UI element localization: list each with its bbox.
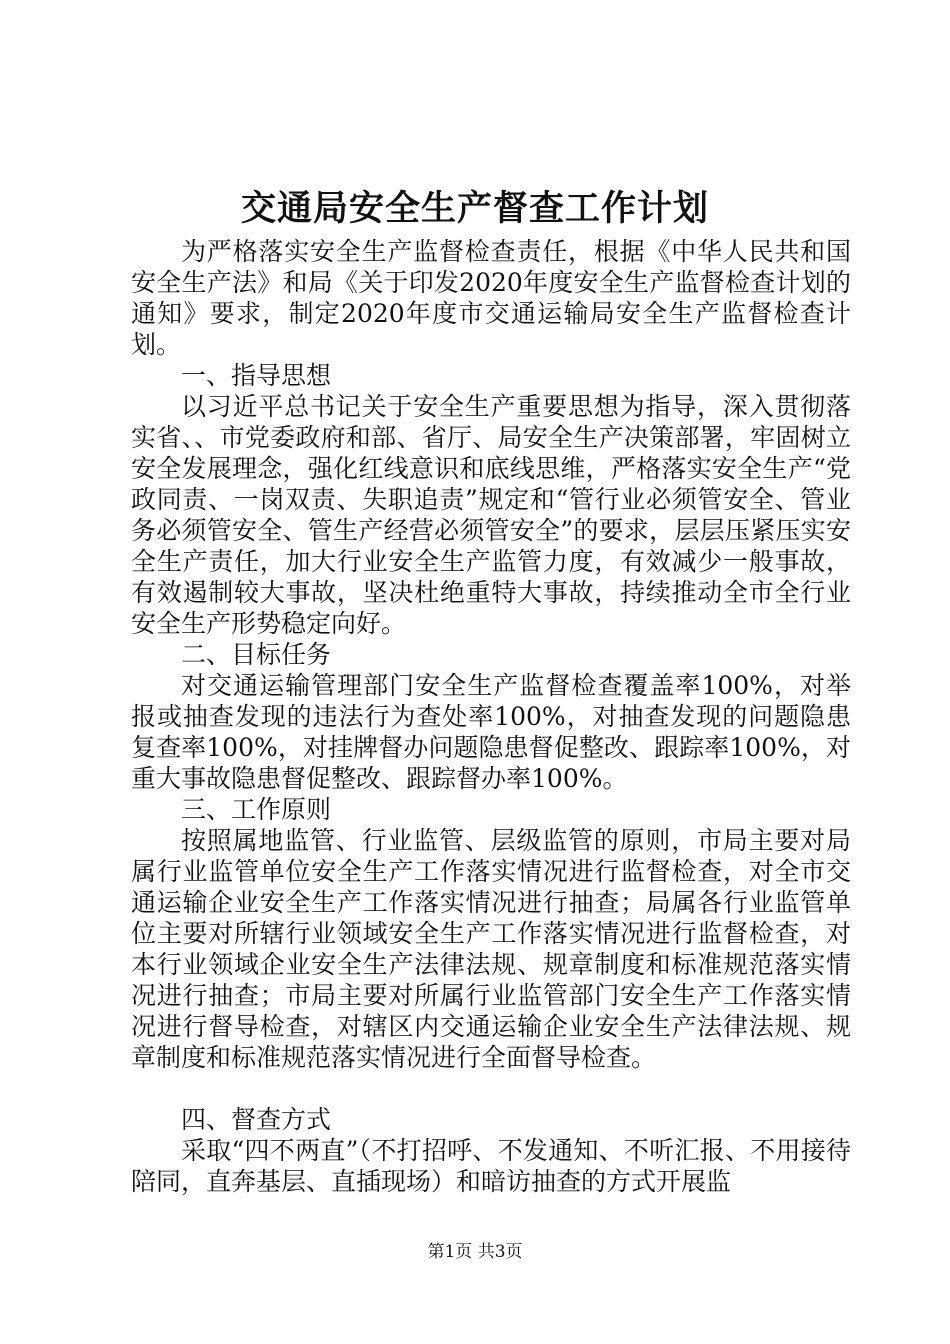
principles-paragraph: 按照属地监管、行业监管、层级监管的原则，市局主要对局属行业监管单位安全生产工作落实情况进行监督检查，对全市交通运输企业安全生产工作落实情况进行抽查；局属各行业监管单位主要对所辖行业领域安全生产工作落实情况进行监督检查，对本行业领域企业安全生产法律法规、规章制度和标准规范落实情况进行抽查；市局主要对所属行业监管部门安全生产工作落实情况进行督导检查，对辖区内交通运输企业安全生产法律法规、规章制度和标准规范落实情况进行全面督导检查。 xyxy=(131,826,851,1072)
guiding-ideology-paragraph: 以习近平总书记关于安全生产重要思想为指导，深入贯彻落实省、、市党委政府和部、省厅、局安全生产决策部署，牢固树立安全发展理念，强化红线意识和底线思维，严格落实安全生产“党政同责、一岗双责、失职追责”规定和“管行业必须管安全、管业务必须管安全、管生产经营必须管安全”的要求，层层压紧压实安全生产责任，加大行业安全生产监管力度，有效减少一般事故，有效遏制较大事故，坚决杜绝重特大事故，持续推动全市全行业安全生产形势稳定向好。 xyxy=(131,392,851,638)
page-number-footer: 第1页 共3页 xyxy=(427,1242,523,1262)
section-heading-methods: 四、督查方式 xyxy=(181,1105,332,1134)
section-heading-goals: 二、目标任务 xyxy=(181,640,332,669)
methods-paragraph: 采取“四不两直”（不打招呼、不发通知、不听汇报、不用接待陪同，直奔基层、直插现场）和暗访抽查的方式开展监 xyxy=(131,1136,851,1196)
intro-paragraph: 为严格落实安全生产监督检查责任，根据《中华人民共和国安全生产法》和局《关于印发2020年度安全生产监督检查计划的通知》要求，制定2020年度市交通运输局安全生产监督检查计划。 xyxy=(131,237,851,359)
document-title: 交通局安全生产督查工作计划 xyxy=(240,188,709,229)
section-heading-principles: 三、工作原则 xyxy=(181,795,332,824)
goals-paragraph: 对交通运输管理部门安全生产监督检查覆盖率100%，对举报或抽查发现的违法行为查处率100%，对抽查发现的问题隐患复查率100%，对挂牌督办问题隐患督促整改、跟踪率100%，对重大事故隐患督促整改、跟踪督办率100%。 xyxy=(131,671,851,793)
document-body xyxy=(131,236,851,1197)
section-heading-guiding-ideology: 一、指导思想 xyxy=(181,361,332,390)
